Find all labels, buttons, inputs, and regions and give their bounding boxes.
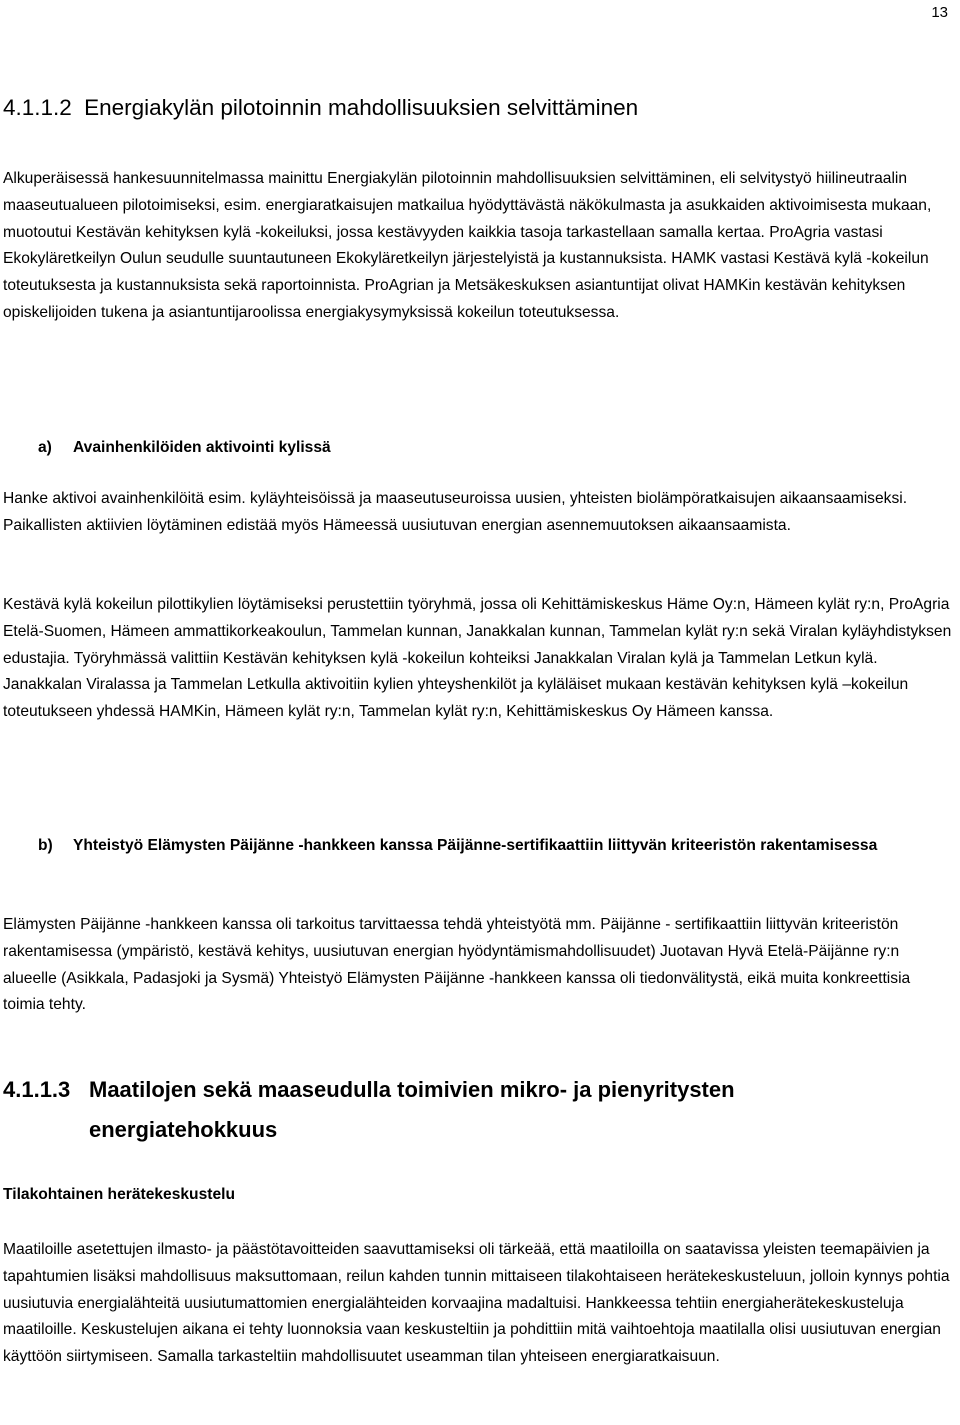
subheading-b: [38, 833, 918, 860]
paragraph-elamysten-paijanne: Elämysten Päijänne -hankkeen kanssa oli tarkoitus tarvittaessa tehdä yhteistyötä mm. Päijänne - sertifikaattiin liittyvän kriteeristön rakentamisessa (ympäristö, kestävä kehitys, uusiutuvan energian hyödyntämismahdollisuudet) Juotavan Hyvä Etelä-Päijänne ry:n alueelle (Asikkala, Padasjoki ja Sysmä) Yhteistyö Elämysten Päijänne -hankkeen kanssa oli tiedonvälitystä, eikä muita konkreettisia toimia tehty.: [3, 916, 911, 1014]
section-title: Maatilojen sekä maaseudulla toimivien mikro- ja pienyritysten energiatehokkuus: [89, 1077, 735, 1142]
subheading-label: a): [38, 439, 52, 456]
section-number: 4.1.1.3: [3, 1077, 71, 1102]
paragraph-tilakohtainen: Maatiloille asetettujen ilmasto- ja päästötavoitteiden saavuttamiseksi oli tärkeää, että maatiloilla on saatavissa yleisten teemapäivien ja tapahtumien lisäksi mahdollisuus maksuttomaan, reilun kahden tunnin mittaiseen tilakohtaiseen herätekeskusteluun, jolloin kynnys pohtia uusiutuvia energialähteitä uusiutumattomien energialähteiden korvaajina madaltuisi. Hankkeessa tehtiin energiaherätekeskusteluja maatiloille. Keskustelujen aikana ei tehty luonnoksia vaan keskusteltiin ja pohdittiin mitä vaihtoehtoja maatilalla olisi uusiutuvan energian käyttöön siirtymiseen. Samalla tarkasteltiin mahdollisuutet useamman tilan yhteiseen energiaratkaisuun.: [3, 1241, 950, 1366]
subheading-a: [38, 435, 918, 462]
subheading-title: Yhteistyö Elämysten Päijänne -hankkeen kanssa Päijänne-sertifikaattiin liittyvän kriteeristön rakentamisessa: [73, 837, 878, 854]
section-heading-4-1-1-2: [3, 95, 638, 121]
subheading-label: b): [38, 837, 53, 854]
page-number: 13: [931, 4, 948, 21]
section-heading-4-1-1-3: [3, 1070, 883, 1150]
paragraph-energiakyla: Alkuperäisessä hankesuunnitelmassa mainittu Energiakylän pilotoinnin mahdollisuuksien selvittäminen, eli selvitystyö hiilineutraalin maaseutualueen pilotoimiseksi, esim. energiaratkaisujen matkailua hyödyttävästä näkökulmasta ja asukkaiden aktivoimisesta mukaan, muotoutui Kestävän kehityksen kylä -kokeiluksi, jossa kestävyyden kaikkia tasoja tarkastellaan samalla kertaa. ProAgria vastasi Ekokyläretkeilyn Oulun seudulle suuntautuneen Ekokyläretkeilyn järjestelyistä ja kustannuksista. HAMK vastasi Kestävä kylä -kokeilun toteutuksesta ja kustannuksista sekä raportoinnista. ProAgrian ja Metsäkeskuksen asiantuntijat olivat HAMKin kestävän kehityksen opiskelijoiden tukena ja asiantuntijaroolissa energiakysymyksissä kokeilun toteutuksessa.: [3, 170, 932, 321]
section-title: Energiakylän pilotoinnin mahdollisuuksien selvittäminen: [84, 95, 639, 120]
heading-tilakohtainen: Tilakohtainen herätekeskustelu: [3, 1186, 235, 1203]
subheading-title: Avainhenkilöiden aktivointi kylissä: [73, 439, 331, 456]
section-number: 4.1.1.2: [3, 95, 72, 120]
paragraph-kestava-kyla: Kestävä kylä kokeilun pilottikylien löytämiseksi perustettiin työryhmä, jossa oli Kehittämiskeskus Häme Oy:n, Hämeen kylät ry:n, ProAgria Etelä-Suomen, Hämeen ammattikorkeakoulun, Tammelan kunnan, Janakkalan kunnan, Tammelan kylät ry:n sekä Viralan kyläyhdistyksen edustajia. Työryhmässä valittiin Kestävän kehityksen kylä -kokeilun kohteiksi Janakkalan Viralan kylä ja Tammelan Letkun kylä. Janakkalan Viralassa ja Tammelan Letkulla aktivoitiin kylien yhteyshenkilöt ja kyläläiset mukaan kestävän kehityksen kylä –kokeilun toteutukseen yhdessä HAMKin, Hämeen kylät ry:n, Tammelan kylät ry:n, Kehittämiskeskus Oy Hämeen kanssa.: [3, 596, 952, 721]
paragraph-avainhenkilot: Hanke aktivoi avainhenkilöitä esim. kyläyhteisöissä ja maaseutuseuroissa uusien, yhteisten biolämpöratkaisujen aikaansaamiseksi. Paikallisten aktiivien löytäminen edistää myös Hämeessä uusiutuvan energian asennemuutoksen aikaansaamista.: [3, 490, 908, 534]
